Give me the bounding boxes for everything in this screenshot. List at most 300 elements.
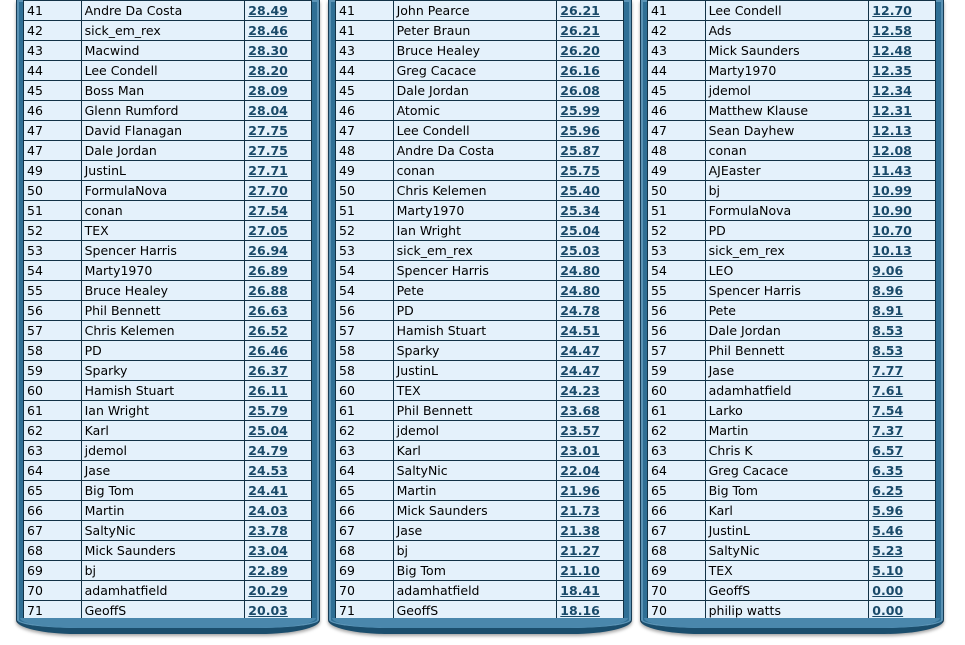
rank-cell: 46: [336, 101, 394, 121]
score-link[interactable]: 7.54: [869, 401, 936, 421]
driver-name-cell: adamhatfield: [81, 581, 245, 601]
table-row: [24, 361, 312, 381]
table-row: [24, 321, 312, 341]
score-link[interactable]: 7.77: [869, 361, 936, 381]
rank-cell: 46: [24, 101, 82, 121]
driver-name-cell: bj: [393, 541, 557, 561]
score-link[interactable]: 23.57: [557, 421, 624, 441]
rank-cell: 43: [648, 41, 706, 61]
driver-name-cell: adamhatfield: [705, 381, 869, 401]
score-link[interactable]: 25.75: [557, 161, 624, 181]
score-link[interactable]: 25.99: [557, 101, 624, 121]
rank-cell: 59: [24, 361, 82, 381]
table-row: [24, 501, 312, 521]
score-link[interactable]: 24.41: [245, 481, 312, 501]
score-link[interactable]: 26.21: [557, 1, 624, 21]
rank-cell: 54: [648, 261, 706, 281]
table-row: [648, 81, 936, 101]
table-row: [24, 221, 312, 241]
driver-name-cell: SaltyNic: [705, 541, 869, 561]
table-row: [336, 61, 624, 81]
score-link[interactable]: 10.70: [869, 221, 936, 241]
rank-cell: 69: [24, 561, 82, 581]
score-link[interactable]: 25.04: [245, 421, 312, 441]
driver-name-cell: John Pearce: [393, 1, 557, 21]
driver-name-cell: adamhatfield: [393, 581, 557, 601]
driver-name-cell: JustinL: [705, 521, 869, 541]
driver-name-cell: Marty1970: [705, 61, 869, 81]
driver-name-cell: Dale Jordan: [705, 321, 869, 341]
score-link[interactable]: 24.80: [557, 281, 624, 301]
table-row: [24, 481, 312, 501]
rank-cell: 49: [24, 161, 82, 181]
score-link[interactable]: 25.04: [557, 221, 624, 241]
rank-cell: 68: [648, 541, 706, 561]
table-row: [648, 341, 936, 361]
table-row: [648, 41, 936, 61]
score-link[interactable]: 7.37: [869, 421, 936, 441]
score-link[interactable]: 26.11: [245, 381, 312, 401]
driver-name-cell: AJEaster: [705, 161, 869, 181]
rank-cell: 70: [648, 581, 706, 601]
driver-name-cell: Martin: [393, 481, 557, 501]
score-link[interactable]: 18.41: [557, 581, 624, 601]
score-link[interactable]: 9.06: [869, 261, 936, 281]
table-row: [336, 161, 624, 181]
score-link[interactable]: 8.53: [869, 321, 936, 341]
rank-cell: 67: [24, 521, 82, 541]
score-link[interactable]: 6.35: [869, 461, 936, 481]
score-link[interactable]: 20.03: [245, 601, 312, 621]
score-link[interactable]: 26.20: [557, 41, 624, 61]
table-row: [336, 181, 624, 201]
table-row: [648, 441, 936, 461]
table-row: [24, 461, 312, 481]
driver-name-cell: Spencer Harris: [81, 241, 245, 261]
score-link[interactable]: 25.87: [557, 141, 624, 161]
driver-name-cell: FormulaNova: [81, 181, 245, 201]
score-link[interactable]: 12.58: [869, 21, 936, 41]
score-link[interactable]: 10.13: [869, 241, 936, 261]
driver-name-cell: GeoffS: [705, 581, 869, 601]
driver-name-cell: conan: [393, 161, 557, 181]
table-row: [336, 141, 624, 161]
driver-name-cell: JustinL: [81, 161, 245, 181]
score-link[interactable]: 27.75: [245, 121, 312, 141]
driver-name-cell: Marty1970: [393, 201, 557, 221]
driver-name-cell: Pete: [705, 301, 869, 321]
score-link[interactable]: 27.70: [245, 181, 312, 201]
score-link[interactable]: 23.01: [557, 441, 624, 461]
score-link[interactable]: 0.00: [869, 581, 936, 601]
score-link[interactable]: 28.49: [245, 1, 312, 21]
rank-cell: 47: [24, 121, 82, 141]
driver-name-cell: Jase: [705, 361, 869, 381]
score-link[interactable]: 24.47: [557, 361, 624, 381]
driver-name-cell: Atomic: [393, 101, 557, 121]
score-link[interactable]: 12.48: [869, 41, 936, 61]
driver-name-cell: Sparky: [393, 341, 557, 361]
table-row: [648, 301, 936, 321]
score-link[interactable]: 27.71: [245, 161, 312, 181]
rank-cell: 45: [648, 81, 706, 101]
driver-name-cell: Hamish Stuart: [81, 381, 245, 401]
table-row: [336, 381, 624, 401]
score-link[interactable]: 26.52: [245, 321, 312, 341]
table-row: [648, 601, 936, 621]
rank-cell: 52: [648, 221, 706, 241]
rank-cell: 67: [648, 521, 706, 541]
score-link[interactable]: 27.54: [245, 201, 312, 221]
table-row: [24, 81, 312, 101]
table-row: [24, 421, 312, 441]
table-row: [336, 221, 624, 241]
table-row: [24, 61, 312, 81]
score-link[interactable]: 12.34: [869, 81, 936, 101]
score-link[interactable]: 26.08: [557, 81, 624, 101]
rank-cell: 50: [24, 181, 82, 201]
score-link[interactable]: 5.46: [869, 521, 936, 541]
driver-name-cell: Ian Wright: [393, 221, 557, 241]
table-row: [24, 401, 312, 421]
score-link[interactable]: 0.00: [869, 601, 936, 621]
rank-cell: 42: [648, 21, 706, 41]
rank-cell: 54: [336, 261, 394, 281]
score-link[interactable]: 11.43: [869, 161, 936, 181]
driver-name-cell: JustinL: [393, 361, 557, 381]
table-row: [24, 161, 312, 181]
driver-name-cell: Greg Cacace: [705, 461, 869, 481]
table-row: [24, 581, 312, 601]
score-link[interactable]: 28.20: [245, 61, 312, 81]
score-link[interactable]: 25.03: [557, 241, 624, 261]
rank-cell: 41: [336, 21, 394, 41]
score-link[interactable]: 21.73: [557, 501, 624, 521]
driver-name-cell: Lee Condell: [393, 121, 557, 141]
rank-cell: 52: [24, 221, 82, 241]
score-link[interactable]: 26.46: [245, 341, 312, 361]
score-link[interactable]: 27.75: [245, 141, 312, 161]
score-link[interactable]: 24.79: [245, 441, 312, 461]
rank-cell: 66: [24, 501, 82, 521]
rank-cell: 56: [648, 321, 706, 341]
table-row: [648, 281, 936, 301]
standings-table-1: [23, 0, 312, 621]
score-link[interactable]: 12.13: [869, 121, 936, 141]
rank-cell: 68: [336, 541, 394, 561]
driver-name-cell: Martin: [81, 501, 245, 521]
score-link[interactable]: 20.29: [245, 581, 312, 601]
driver-name-cell: Sparky: [81, 361, 245, 381]
table-row: [336, 321, 624, 341]
table-row: [648, 561, 936, 581]
rank-cell: 67: [336, 521, 394, 541]
table-row: [24, 541, 312, 561]
score-link[interactable]: 25.40: [557, 181, 624, 201]
table-row: [336, 201, 624, 221]
score-link[interactable]: 12.08: [869, 141, 936, 161]
rank-cell: 49: [648, 161, 706, 181]
rank-cell: 66: [336, 501, 394, 521]
rank-cell: 58: [24, 341, 82, 361]
driver-name-cell: Peter Braun: [393, 21, 557, 41]
score-link[interactable]: 23.04: [245, 541, 312, 561]
score-link[interactable]: 24.03: [245, 501, 312, 521]
driver-name-cell: jdemol: [705, 81, 869, 101]
driver-name-cell: bj: [705, 181, 869, 201]
score-link[interactable]: 25.34: [557, 201, 624, 221]
score-link[interactable]: 8.53: [869, 341, 936, 361]
driver-name-cell: PD: [81, 341, 245, 361]
table-row: [648, 401, 936, 421]
rank-cell: 46: [648, 101, 706, 121]
driver-name-cell: Martin: [705, 421, 869, 441]
score-link[interactable]: 21.10: [557, 561, 624, 581]
driver-name-cell: Andre Da Costa: [81, 1, 245, 21]
driver-name-cell: jdemol: [81, 441, 245, 461]
table-row: [24, 561, 312, 581]
driver-name-cell: TEX: [705, 561, 869, 581]
driver-name-cell: Dale Jordan: [393, 81, 557, 101]
rank-cell: 47: [24, 141, 82, 161]
driver-name-cell: sick_em_rex: [81, 21, 245, 41]
table-row: [648, 21, 936, 41]
score-link[interactable]: 25.79: [245, 401, 312, 421]
score-link[interactable]: 10.90: [869, 201, 936, 221]
driver-name-cell: conan: [705, 141, 869, 161]
rank-cell: 69: [336, 561, 394, 581]
table-row: [336, 81, 624, 101]
rank-cell: 70: [336, 581, 394, 601]
table-row: [336, 121, 624, 141]
score-link[interactable]: 6.57: [869, 441, 936, 461]
table-row: [648, 501, 936, 521]
driver-name-cell: Big Tom: [705, 481, 869, 501]
score-link[interactable]: 12.70: [869, 1, 936, 21]
driver-name-cell: sick_em_rex: [705, 241, 869, 261]
score-link[interactable]: 7.61: [869, 381, 936, 401]
rank-cell: 51: [24, 201, 82, 221]
driver-name-cell: Chris Kelemen: [393, 181, 557, 201]
score-link[interactable]: 12.35: [869, 61, 936, 81]
rank-cell: 59: [648, 361, 706, 381]
score-link[interactable]: 23.78: [245, 521, 312, 541]
rank-cell: 51: [336, 201, 394, 221]
score-link[interactable]: 26.94: [245, 241, 312, 261]
table-row: [648, 461, 936, 481]
driver-name-cell: Macwind: [81, 41, 245, 61]
table-row: [24, 261, 312, 281]
score-link[interactable]: 5.96: [869, 501, 936, 521]
table-row: [336, 481, 624, 501]
driver-name-cell: Ads: [705, 21, 869, 41]
table-row: [648, 1, 936, 21]
table-row: [336, 301, 624, 321]
driver-name-cell: Jase: [81, 461, 245, 481]
table-row: [24, 601, 312, 621]
table-row: [24, 201, 312, 221]
rank-cell: 65: [336, 481, 394, 501]
rank-cell: 47: [648, 121, 706, 141]
rank-cell: 41: [336, 1, 394, 21]
table-row: [648, 581, 936, 601]
driver-name-cell: PD: [393, 301, 557, 321]
rank-cell: 41: [648, 1, 706, 21]
driver-name-cell: philip watts: [705, 601, 869, 621]
driver-name-cell: Phil Bennett: [393, 401, 557, 421]
score-link[interactable]: 28.46: [245, 21, 312, 41]
table-row: [24, 101, 312, 121]
score-link[interactable]: 24.47: [557, 341, 624, 361]
driver-name-cell: Pete: [393, 281, 557, 301]
score-link[interactable]: 24.78: [557, 301, 624, 321]
driver-name-cell: Karl: [705, 501, 869, 521]
table-row: [648, 121, 936, 141]
score-link[interactable]: 18.16: [557, 601, 624, 621]
driver-name-cell: Dale Jordan: [81, 141, 245, 161]
score-link[interactable]: 26.89: [245, 261, 312, 281]
table-row: [648, 421, 936, 441]
table-row: [336, 261, 624, 281]
score-link[interactable]: 23.68: [557, 401, 624, 421]
score-link[interactable]: 26.16: [557, 61, 624, 81]
driver-name-cell: TEX: [393, 381, 557, 401]
score-link[interactable]: 24.53: [245, 461, 312, 481]
table-row: [648, 221, 936, 241]
driver-name-cell: Matthew Klause: [705, 101, 869, 121]
score-link[interactable]: 24.23: [557, 381, 624, 401]
score-link[interactable]: 26.37: [245, 361, 312, 381]
driver-name-cell: Boss Man: [81, 81, 245, 101]
table-row: [24, 381, 312, 401]
rank-cell: 49: [336, 161, 394, 181]
driver-name-cell: FormulaNova: [705, 201, 869, 221]
score-link[interactable]: 27.05: [245, 221, 312, 241]
score-link[interactable]: 10.99: [869, 181, 936, 201]
driver-name-cell: sick_em_rex: [393, 241, 557, 261]
score-link[interactable]: 8.91: [869, 301, 936, 321]
driver-name-cell: GeoffS: [393, 601, 557, 621]
score-link[interactable]: 28.30: [245, 41, 312, 61]
score-link[interactable]: 24.80: [557, 261, 624, 281]
rank-cell: 64: [24, 461, 82, 481]
rank-cell: 65: [24, 481, 82, 501]
rank-cell: 53: [648, 241, 706, 261]
rank-cell: 44: [24, 61, 82, 81]
score-link[interactable]: 28.04: [245, 101, 312, 121]
rank-cell: 63: [648, 441, 706, 461]
rank-cell: 70: [24, 581, 82, 601]
driver-name-cell: Spencer Harris: [393, 261, 557, 281]
table-row: [648, 541, 936, 561]
table-row: [24, 301, 312, 321]
table-row: [24, 241, 312, 261]
score-link[interactable]: 26.88: [245, 281, 312, 301]
score-link[interactable]: 5.23: [869, 541, 936, 561]
rank-cell: 43: [24, 41, 82, 61]
rank-cell: 61: [648, 401, 706, 421]
table-row: [336, 601, 624, 621]
rank-cell: 64: [648, 461, 706, 481]
driver-name-cell: Spencer Harris: [705, 281, 869, 301]
rank-cell: 56: [648, 301, 706, 321]
table-row: [336, 541, 624, 561]
score-link[interactable]: 24.51: [557, 321, 624, 341]
score-link[interactable]: 22.04: [557, 461, 624, 481]
table-row: [648, 381, 936, 401]
table-row: [24, 441, 312, 461]
table-row: [336, 41, 624, 61]
rank-cell: 44: [336, 61, 394, 81]
standings-panel-2: [328, 0, 632, 634]
score-link[interactable]: 5.10: [869, 561, 936, 581]
rank-cell: 51: [648, 201, 706, 221]
driver-name-cell: conan: [81, 201, 245, 221]
table-row: [336, 21, 624, 41]
table-row: [648, 321, 936, 341]
score-link[interactable]: 21.96: [557, 481, 624, 501]
rank-cell: 54: [24, 261, 82, 281]
driver-name-cell: Hamish Stuart: [393, 321, 557, 341]
rank-cell: 70: [648, 601, 706, 621]
table-row: [648, 201, 936, 221]
driver-name-cell: bj: [81, 561, 245, 581]
score-link[interactable]: 21.27: [557, 541, 624, 561]
driver-name-cell: Jase: [393, 521, 557, 541]
table-row: [336, 101, 624, 121]
rank-cell: 42: [24, 21, 82, 41]
table-row: [648, 481, 936, 501]
driver-name-cell: Ian Wright: [81, 401, 245, 421]
rank-cell: 62: [648, 421, 706, 441]
score-link[interactable]: 21.38: [557, 521, 624, 541]
table-row: [336, 421, 624, 441]
table-row: [648, 521, 936, 541]
driver-name-cell: Mick Saunders: [393, 501, 557, 521]
rank-cell: 57: [648, 341, 706, 361]
score-link[interactable]: 22.89: [245, 561, 312, 581]
table-row: [24, 1, 312, 21]
rank-cell: 69: [648, 561, 706, 581]
rank-cell: 54: [336, 281, 394, 301]
table-row: [336, 241, 624, 261]
table-row: [336, 401, 624, 421]
table-row: [336, 281, 624, 301]
score-link[interactable]: 26.21: [557, 21, 624, 41]
driver-name-cell: TEX: [81, 221, 245, 241]
table-row: [336, 361, 624, 381]
score-link[interactable]: 28.09: [245, 81, 312, 101]
driver-name-cell: Bruce Healey: [81, 281, 245, 301]
score-link[interactable]: 12.31: [869, 101, 936, 121]
rank-cell: 47: [336, 121, 394, 141]
score-link[interactable]: 8.96: [869, 281, 936, 301]
rank-cell: 61: [24, 401, 82, 421]
table-row: [24, 281, 312, 301]
rank-cell: 45: [24, 81, 82, 101]
driver-name-cell: GeoffS: [81, 601, 245, 621]
score-link[interactable]: 25.96: [557, 121, 624, 141]
rank-cell: 53: [24, 241, 82, 261]
rank-cell: 61: [336, 401, 394, 421]
rank-cell: 62: [24, 421, 82, 441]
rank-cell: 43: [336, 41, 394, 61]
table-row: [24, 341, 312, 361]
table-row: [24, 141, 312, 161]
score-link[interactable]: 6.25: [869, 481, 936, 501]
table-row: [336, 341, 624, 361]
score-link[interactable]: 26.63: [245, 301, 312, 321]
